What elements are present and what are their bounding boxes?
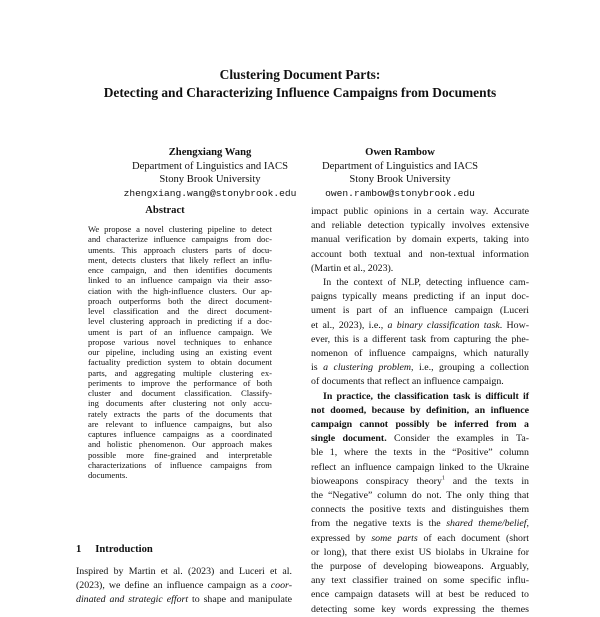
body-line: single document. Consider the examples in Ta- (311, 433, 529, 445)
body-line: ument is part of an influence campaign (Luceri (311, 305, 529, 317)
abstract-line: possible more fine-grained and interpretable (88, 449, 272, 460)
abstract-line: captures influence campaigns as a coordinated (88, 429, 272, 439)
abstract-line: periments to improve the performance of both (88, 377, 272, 388)
intro-line: (2023), we define an influence campaign as a coor- (76, 580, 292, 592)
body-line: reflect an influence campaign linked to the Ukraine (311, 461, 529, 473)
footnote-marker[interactable]: 1 (441, 475, 445, 482)
body-line: paigns typically means predicting if an input doc- (311, 291, 529, 303)
author-1-name: Zhengxiang Wang (168, 147, 252, 158)
abstract-line: and holistic phenomenon. Our approach makes (88, 439, 272, 450)
body-line: is a clustering problem, i.e., grouping a collection (311, 362, 529, 374)
abstract-line: and characterize influence campaigns from doc- (88, 234, 272, 245)
body-line: of documents that reflect an influence campaign. (311, 376, 504, 388)
section-heading-introduction (76, 544, 153, 555)
abstract-line: are relevant to influence campaigns, but also (88, 418, 272, 429)
abstract-line: uments. This approach clusters parts of docu- (88, 244, 272, 255)
abstract-heading: Abstract (145, 205, 185, 216)
body-line: et al., 2023), i.e., a binary classification task. How- (311, 319, 529, 331)
body-line: In practice, the classification task is difficult if (323, 390, 529, 402)
body-line: account both textual and non-textual information (311, 248, 529, 260)
author-2-name: Owen Rambow (365, 147, 435, 158)
intro-line: dinated and strategic effort to shape and manipulate (76, 594, 292, 606)
body-line: ble 1, where the texts in the “Positive” column (311, 447, 529, 459)
abstract-line: propose various novel techniques to enhance (88, 336, 272, 347)
abstract-line: proach outperforms both the direct document- (88, 295, 272, 306)
abstract-line: ment, detects clusters that likely reflect an influ- (88, 254, 272, 265)
author-2-email: owen.rambow@stonybrook.edu (325, 187, 475, 199)
paper-title-line1: Clustering Document Parts: (219, 67, 381, 82)
abstract-line: level clustering approach in predicting if a doc- (88, 316, 272, 327)
abstract-line: ence campaign, and then identifies documents (88, 265, 272, 275)
author-1-email: zhengxiang.wang@stonybrook.edu (123, 187, 297, 199)
body-line: bioweapons conspiracy theory$^1$ and the texts in (311, 475, 529, 487)
body-line: the purpose of developing bioweapons. Arguably, (311, 561, 529, 573)
abstract-line: our pipeline, including using an existing event (88, 347, 272, 357)
introduction-body (76, 565, 292, 608)
abstract-line: characterizations of influence campaigns from (88, 459, 272, 470)
author-2-dept: Department of Linguistics and IACS (322, 160, 478, 172)
body-line: (Martin et al., 2023). (311, 262, 394, 274)
body-line: ever, this is a different task from capturing the phe- (311, 333, 529, 345)
section-number: 1 (76, 544, 82, 555)
abstract-line: factuality prediction system to obtain document (88, 357, 272, 368)
abstract-line: linked to an influence campaign via their asso- (88, 275, 272, 286)
abstract-line: We propose a novel clustering pipeline to detect (88, 224, 272, 234)
abstract-line: ciation with the high-influence clusters. Our ap- (88, 285, 272, 296)
body-line: or long), that there exist US biolabs in Ukraine for (311, 546, 529, 558)
body-line: connects the positive texts and distinguishes them (311, 504, 529, 516)
body-line: from the negative texts is the shared theme/belief, (311, 518, 529, 530)
intro-line: Inspired by Martin et al. (2023) and Luceri et al. (76, 566, 292, 577)
section-title: Introduction (95, 544, 153, 555)
abstract-line: ument is part of an influence campaign. We (88, 326, 272, 337)
author-2 (280, 146, 520, 200)
paper-title-line2: Detecting and Characterizing Influence Campaigns from Documents (103, 85, 497, 100)
right-column-body (311, 205, 529, 617)
abstract-body (88, 224, 272, 480)
author-1-dept: Department of Linguistics and IACS (132, 160, 288, 172)
abstract-line: level classification and the direct document- (88, 306, 272, 316)
body-line: not doomed, because by definition, an influence (311, 404, 529, 416)
body-line: impact public opinions in a certain way. Accurate (311, 206, 529, 217)
body-line: campaign cannot possibly be inferred from a (311, 419, 529, 431)
body-line: and reliable detection typically involves extensive (311, 220, 529, 232)
body-line: any text classifier trained on some specific influ- (311, 575, 529, 587)
body-line: In the context of NLP, detecting influence cam- (323, 277, 529, 289)
body-line: nomenon of influence campaigns, which naturally (311, 348, 529, 360)
author-2-univ: Stony Brook University (349, 174, 451, 186)
author-1-univ: Stony Brook University (159, 174, 261, 186)
body-line: detecting some key words expressing the themes (311, 603, 529, 615)
body-line: ence campaign datasets will at best be reduced to (311, 589, 529, 601)
abstract-line: ing documents after clustering not only accu- (88, 398, 272, 409)
abstract-line: rately extracts the parts of the documents that (88, 408, 272, 419)
abstract-line: cluster and document classification. Classify- (88, 388, 272, 398)
body-line: expressed by some parts of each document (short (311, 532, 529, 544)
body-line: manual verification by domain experts, taking into (311, 234, 529, 246)
body-line: the “Negative” column do not. The only thing that (311, 490, 529, 502)
abstract-line: documents. (88, 470, 128, 480)
abstract-line: parts, and aggregating multiple clustering ex- (88, 367, 272, 378)
